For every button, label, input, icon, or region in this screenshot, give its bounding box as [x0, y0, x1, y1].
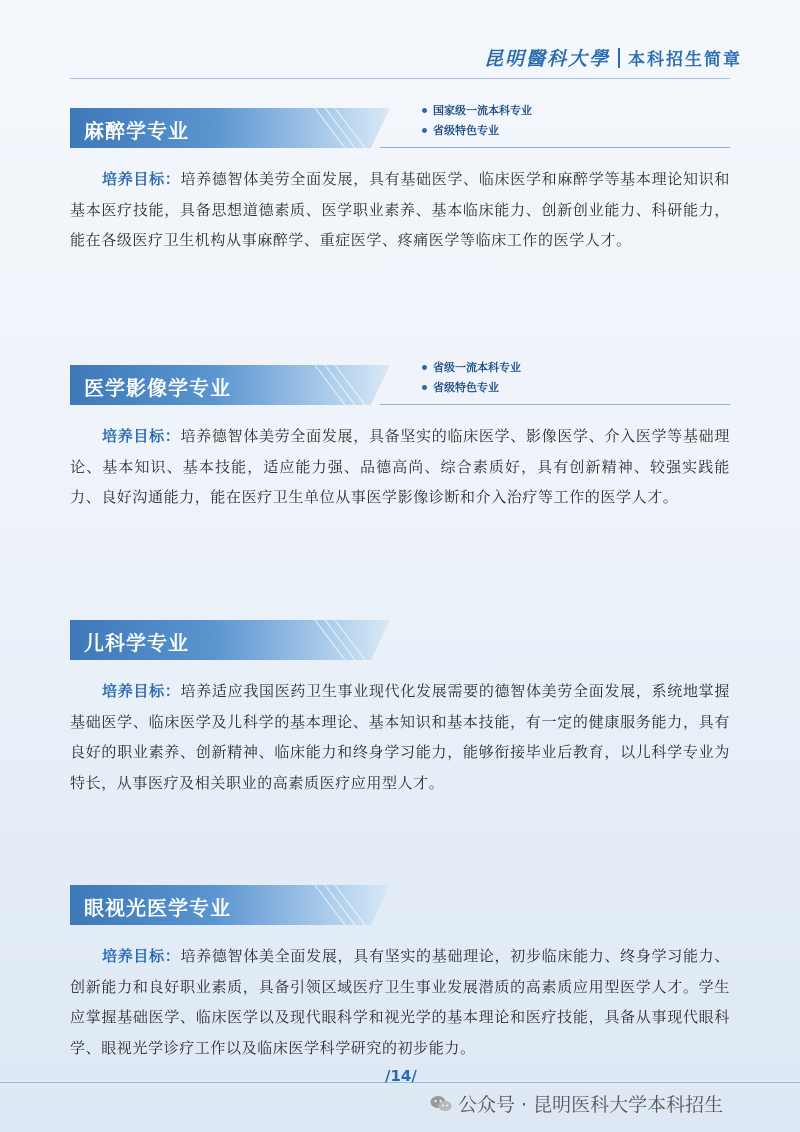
training-goal-label: 培养目标：	[102, 682, 181, 700]
major-section-medical-imaging	[70, 361, 730, 513]
document-title: 本科招生简章	[628, 50, 742, 70]
section-banner	[70, 885, 390, 925]
major-section-optometry	[70, 885, 730, 1063]
wechat-account-text: 公众号 · 昆明医科大学本科招生	[458, 1094, 724, 1116]
bullet-icon	[422, 385, 427, 390]
page-header	[484, 44, 742, 71]
university-name: 昆明醫科大學	[483, 48, 610, 70]
bullet-icon	[422, 108, 427, 113]
section-title: 眼视光医学专业	[84, 896, 231, 920]
bullet-icon	[422, 365, 427, 370]
training-goal-paragraph	[70, 676, 730, 798]
training-goal-text: 培养德智体美劳全面发展，具备坚实的临床医学、影像医学、介入医学等基础理论、基本知识、基本技能，适应能力强、品德高尚、综合素质好，具有创新精神、较强实践能力、良好沟通能力，能在医疗卫生单位从事医学影像诊断和介入治疗等工作的医学人才。	[70, 427, 730, 506]
banner-stripes-icon	[310, 885, 370, 925]
training-goal-paragraph	[70, 421, 730, 513]
section-banner	[70, 620, 390, 660]
training-goal-label: 培养目标：	[102, 170, 181, 188]
honor-tags	[422, 100, 532, 140]
section-rule	[380, 147, 730, 148]
section-title: 医学影像学专业	[84, 376, 231, 400]
training-goal-text: 培养适应我国医药卫生事业现代化发展需要的德智体美劳全面发展，系统地掌握基础医学、临床医学及儿科学的基本理论、基本知识和基本技能，有一定的健康服务能力，具有良好的职业素养、创新精神、临床能力和终身学习能力，能够衔接毕业后教育，以儿科学专业为特长，从事医疗及相关职业的高素质医疗应用型人才。	[70, 682, 730, 792]
section-rule	[380, 404, 730, 405]
honor-tag: 省级一流本科专业	[422, 357, 521, 377]
major-section-pediatrics	[70, 620, 730, 798]
banner-stripes-icon	[310, 620, 370, 660]
bullet-icon	[422, 128, 427, 133]
honor-tag: 国家级一流本科专业	[422, 100, 532, 120]
wechat-icon	[430, 1095, 452, 1113]
wechat-watermark	[430, 1090, 723, 1117]
section-title: 儿科学专业	[84, 631, 189, 655]
section-banner	[70, 108, 390, 148]
training-goal-label: 培养目标：	[102, 947, 181, 965]
banner-stripes-icon	[310, 365, 370, 405]
header-divider	[618, 48, 620, 68]
honor-tag: 省级特色专业	[422, 377, 521, 397]
banner-stripes-icon	[310, 108, 370, 148]
training-goal-paragraph	[70, 164, 730, 256]
page-number: /14/	[385, 1067, 417, 1085]
training-goal-paragraph	[70, 941, 730, 1063]
section-title: 麻醉学专业	[84, 119, 189, 143]
major-section-anesthesiology	[70, 104, 730, 256]
training-goal-text: 培养德智体美劳全面发展，具有基础医学、临床医学和麻醉学等基本理论知识和基本医疗技能，具备思想道德素质、医学职业素养、基本临床能力、创新创业能力、科研能力，能在各级医疗卫生机构从事麻醉学、重症医学、疼痛医学等临床工作的医学人才。	[70, 170, 730, 249]
training-goal-label: 培养目标：	[102, 427, 181, 445]
header-rule	[70, 78, 730, 79]
honor-tag: 省级特色专业	[422, 120, 532, 140]
training-goal-text: 培养德智体美全面发展，具有坚实的基础理论，初步临床能力、终身学习能力、创新能力和良好职业素质，具备引领区域医疗卫生事业发展潜质的高素质应用型医学人才。学生应掌握基础医学、临床医学以及现代眼科学和视光学的基本理论和医疗技能，具备从事现代眼科学、眼视光学诊疗工作以及临床医学科学研究的初步能力。	[70, 947, 730, 1057]
honor-tags	[422, 357, 521, 397]
section-banner	[70, 365, 390, 405]
